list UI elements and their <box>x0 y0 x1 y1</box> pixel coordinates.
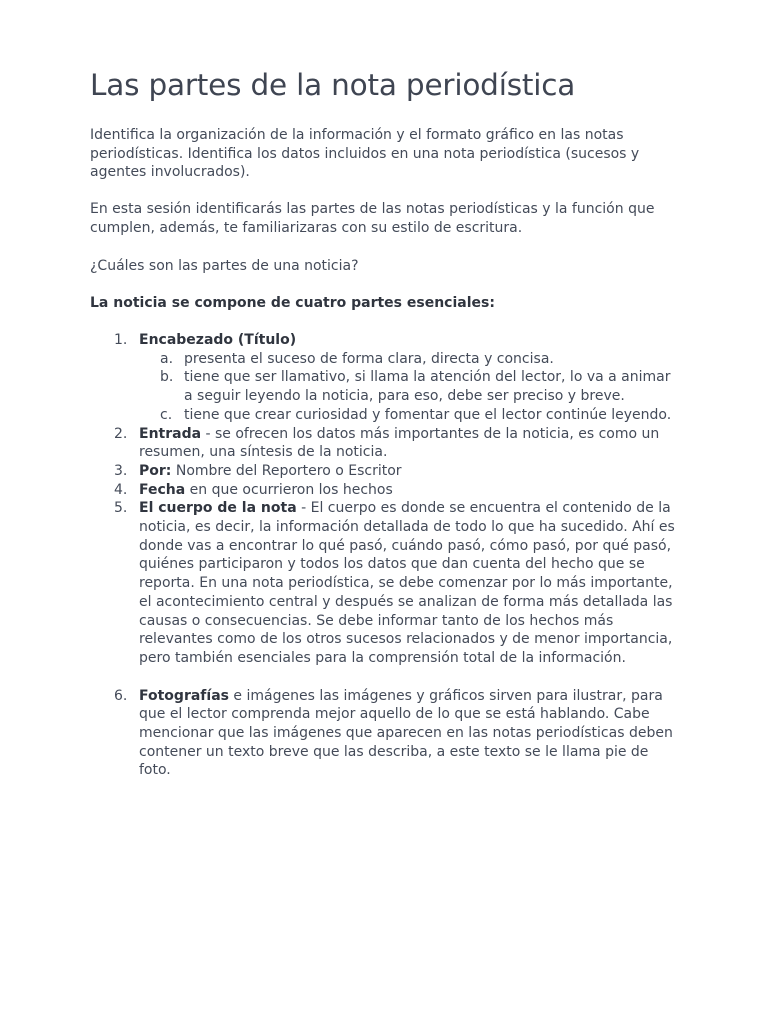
item-number: 2. <box>114 425 128 442</box>
list-spacer <box>139 668 682 687</box>
item-text: en que ocurrieron los hechos <box>185 481 393 498</box>
page-title: Las partes de la nota periodística <box>90 68 576 102</box>
sublist-item <box>160 350 682 369</box>
sub-letter: c. <box>160 406 173 423</box>
session-paragraph: En esta sesión identificarás las partes de las notas periodísticas y la función que cumplen, además, te familiarizaras con su estilo de escritura. <box>90 201 655 236</box>
sub-text: tiene que ser llamativo, si llama la atención del lector, lo va a animar a seguir leyendo la noticia, para eso, debe ser preciso y breve. <box>184 369 671 405</box>
item-number: 5. <box>114 500 128 517</box>
item-term: El cuerpo de la nota <box>139 500 297 517</box>
item-term: Por: <box>139 462 172 479</box>
sub-letter: a. <box>160 350 174 367</box>
list-item <box>114 499 682 667</box>
sublist-item <box>160 406 682 425</box>
item-text: Nombre del Reportero o Escritor <box>171 462 402 479</box>
list-item <box>114 425 682 462</box>
item-term: Fotografías <box>139 687 229 704</box>
list-item <box>114 687 682 781</box>
list-item <box>114 331 682 425</box>
lead-paragraph: La noticia se compone de cuatro partes esenciales: <box>90 295 495 311</box>
sublist <box>139 350 682 425</box>
item-term: Entrada <box>139 425 202 442</box>
sub-text: tiene que crear curiosidad y fomentar que el lector continúe leyendo. <box>184 406 672 423</box>
item-text: - se ofrecen los datos más importantes de la noticia, es como un resumen, una síntesis de la noticia. <box>139 425 660 461</box>
item-number: 4. <box>114 481 128 498</box>
item-text: e imágenes las imágenes y gráficos sirven para ilustrar, para que el lector comprenda mejor aquello de lo que se está hablando. Cabe mencionar que las imágenes que aparecen en las notas periodísticas deben contener un texto breve que las describa, a este texto se le llama pie de foto. <box>139 687 673 779</box>
list-item <box>114 481 682 500</box>
list-item <box>114 462 682 481</box>
sub-text: presenta el suceso de forma clara, directa y concisa. <box>184 350 554 367</box>
sublist-item <box>160 368 682 405</box>
item-number: 6. <box>114 687 128 704</box>
item-term: Fecha <box>139 481 186 498</box>
item-number: 3. <box>114 462 128 479</box>
sub-letter: b. <box>160 369 174 386</box>
intro-paragraph: Identifica la organización de la información y el formato gráfico en las notas periodísticas. Identifica los datos incluidos en una nota periodística (sucesos y agentes involucrados). <box>90 127 640 181</box>
question-paragraph: ¿Cuáles son las partes de una noticia? <box>90 258 359 274</box>
item-term: Encabezado (Título) <box>139 332 297 348</box>
item-number: 1. <box>114 332 128 348</box>
parts-list <box>114 331 682 780</box>
item-text: - El cuerpo es donde se encuentra el contenido de la noticia, es decir, la información detallada de todo lo que ha sucedido. Ahí es donde vas a encontrar lo qué pasó, cuándo pasó, cómo pasó, por qué pasó, quiénes participaron y todos los datos que dan cuenta del hecho que se reporta. En una nota periodística, se debe comenzar por lo más importante, el acontecimiento central y después se analizan de forma más detallada las causas o consecuencias. Se debe informar tanto de los hechos más relevantes como de los otros sucesos relacionados y de menor importancia, pero también esenciales para la comprensión total de la información. <box>139 500 675 666</box>
